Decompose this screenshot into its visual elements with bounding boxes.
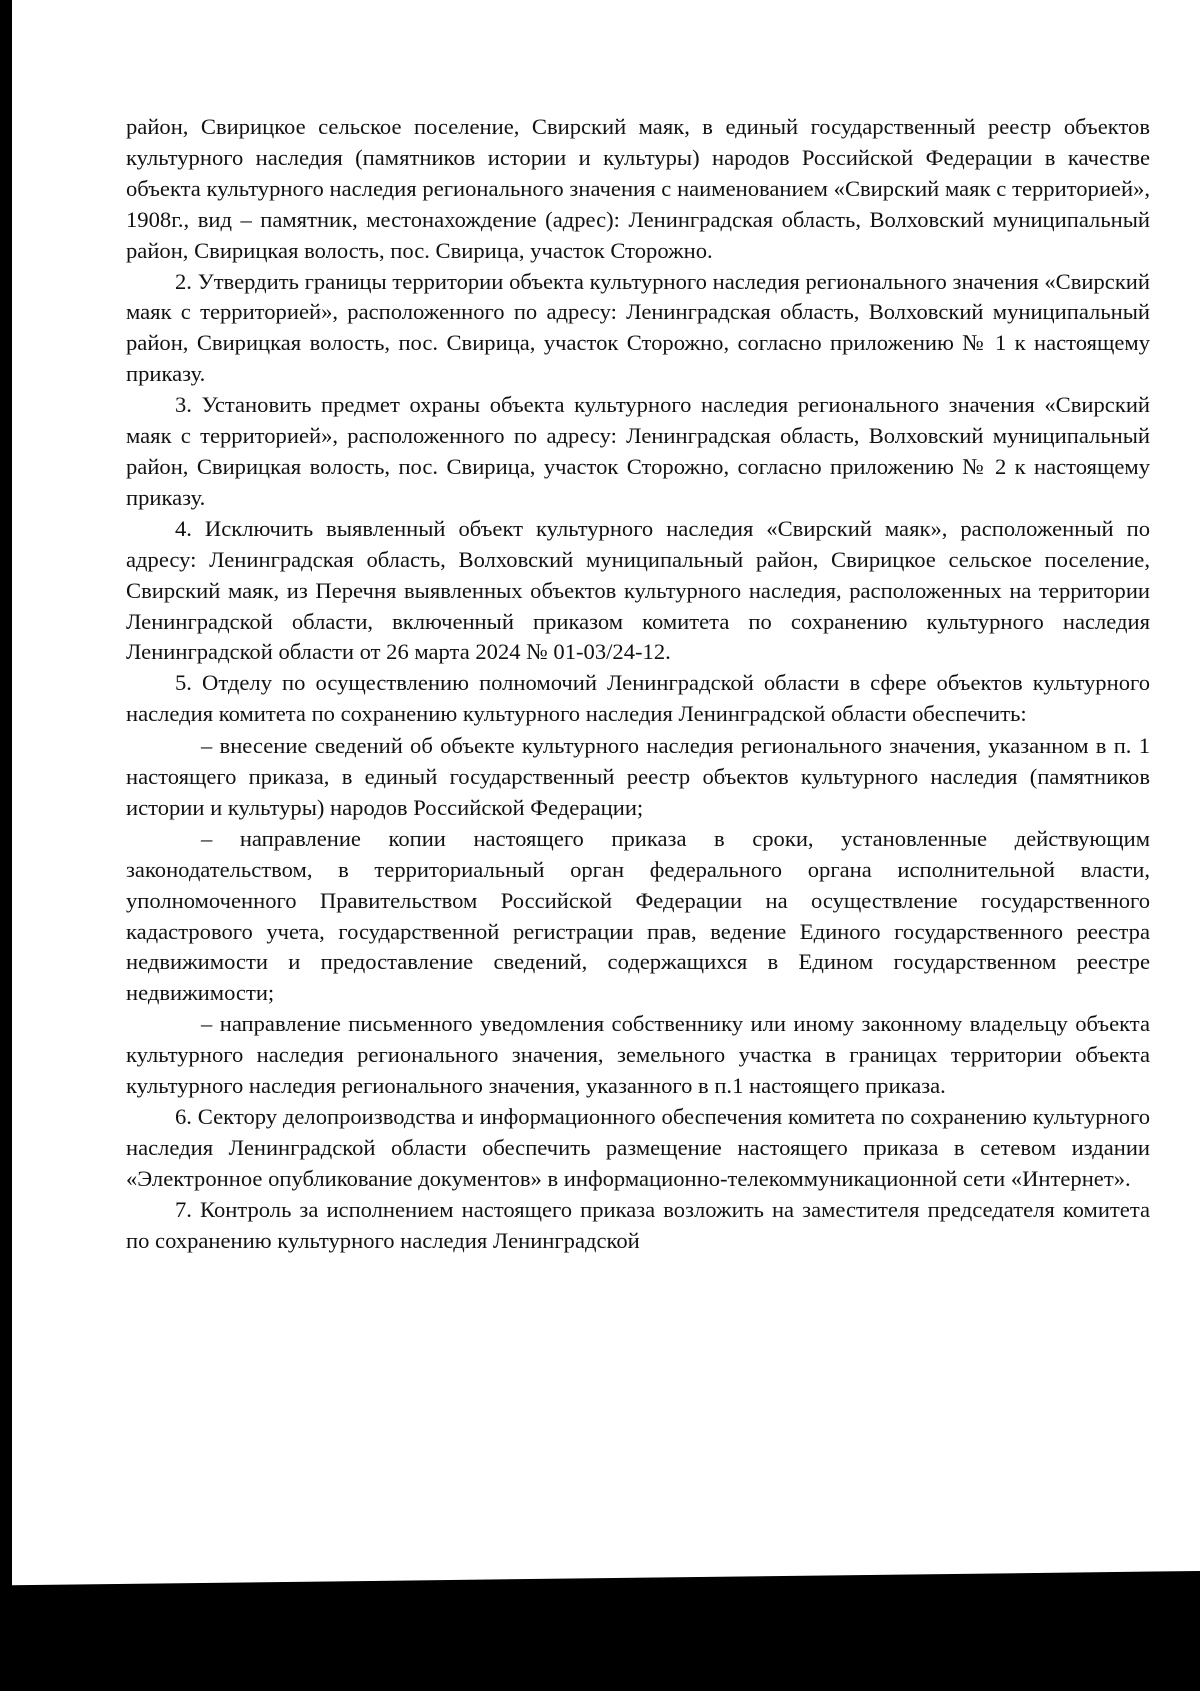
paragraph-6: 6. Сектору делопроизводства и информационного обеспечения комитета по сохранению культурного наследия Ленинградской области обеспечить размещение настоящего приказа в сетевом издании «Электронное опубликование документов» в информационно-телекоммуникационной сети «Интернет». (126, 1104, 1150, 1191)
paragraph-1-continuation: район, Свирицкое сельское поселение, Свирский маяк, в единый государственный реестр объектов культурного наследия (памятников истории и культуры) народов Российской Федерации в качестве объекта культурного наследия регионального значения с наименованием «Свирский маяк с территорией», 1908г., вид – памятник, местонахождение (адрес): Ленинградская область, Волховский муниципальный район, Свирицкая волость, пос. Свирица, участок Сторожно. (126, 114, 1150, 263)
paragraph-3: 3. Установить предмет охраны объекта культурного наследия регионального значения «Свирский маяк с территорией», расположенного по адресу: Ленинградская область, Волховский муниципальный район, Свирицкая волость, пос. Свирица, участок Сторожно, согласно приложению № 2 к настоящему приказу. (126, 392, 1150, 510)
scan-edge-left (0, 0, 12, 1691)
scan-edge-bottom (0, 1571, 1200, 1691)
list-item-send-copy: – направление копии настоящего приказа в сроки, установленные действующим законодательством, в территориальный орган федерального органа исполнительной власти, уполномоченного Правительством Российской Федерации на осуществление государственного кадастрового учета, государственной регистрации прав, ведение Единого государственного реестра недвижимости и предоставление сведений, содержащихся в Едином государственном реестре недвижимости; (126, 825, 1150, 1006)
paragraph-4: 4. Исключить выявленный объект культурного наследия «Свирский маяк», расположенный по адресу: Ленинградская область, Волховский муниципальный район, Свирицкое сельское поселение, Свирский маяк, из Перечня выявленных объектов культурного наследия, расположенных на территории Ленинградской области, включенный приказом комитета по сохранению культурного наследия Ленинградской области от 26 марта 2024 № 01-03/24-12. (126, 515, 1150, 665)
paragraph-5: 5. Отделу по осуществлению полномочий Ленинградской области в сфере объектов культурного наследия комитета по сохранению культурного наследия Ленинградской области обеспечить: (126, 670, 1150, 727)
document-page (126, 112, 1150, 1257)
list-item-notify-owner: – направление письменного уведомления собственнику или иному законному владельцу объекта культурного наследия регионального значения, земельного участка в границах территории объекта культурного наследия регионального значения, указанного в п.1 настоящего приказа. (126, 1011, 1150, 1099)
list-item-register-entry: – внесение сведений об объекте культурного наследия регионального значения, указанном в п. 1 настоящего приказа, в единый государственный реестр объектов культурного наследия (памятников истории и культуры) народов Российской Федерации; (126, 733, 1150, 820)
paragraph-7: 7. Контроль за исполнением настоящего приказа возложить на заместителя председателя комитета по сохранению культурного наследия Ленинградской (126, 1196, 1150, 1253)
paragraph-2: 2. Утвердить границы территории объекта культурного наследия регионального значения «Свирский маяк с территорией», расположенного по адресу: Ленинградская область, Волховский муниципальный район, Свирицкая волость, пос. Свирица, участок Сторожно, согласно приложению № 1 к настоящему приказу. (126, 268, 1150, 387)
